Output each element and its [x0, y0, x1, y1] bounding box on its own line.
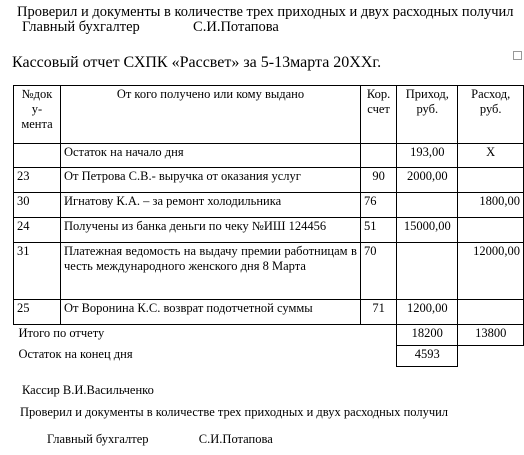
- col-expense: Расход, руб.: [458, 86, 524, 144]
- cell-expense: 12000,00: [458, 243, 524, 300]
- col-party: От кого получено или кому выдано: [60, 86, 360, 144]
- cashier-signature: Кассир В.И.Васильченко: [22, 383, 154, 397]
- cell-doc-no: 25: [14, 300, 61, 325]
- cell-expense: Х: [458, 144, 524, 168]
- verification-note: Проверил и документы в количестве трех приходных и двух расходных получил: [17, 4, 514, 20]
- cell-income: 1200,00: [397, 300, 458, 325]
- cell-account: 76: [360, 193, 396, 218]
- total-expense: 13800: [458, 325, 524, 346]
- cell-account: 70: [360, 243, 396, 300]
- page-corner-mark: [513, 51, 522, 60]
- table-row: [14, 193, 524, 218]
- accountant-name: С.И.Потапова: [193, 19, 279, 35]
- table-row: [14, 168, 524, 193]
- closing-label: Остаток на конец дня: [18, 346, 133, 361]
- total-income: 18200: [397, 325, 458, 346]
- cash-report-table: [13, 85, 524, 367]
- accountant-name-bottom: С.И.Потапова: [198, 432, 273, 446]
- cell-doc-no: 23: [14, 168, 61, 193]
- closing-empty: [458, 346, 524, 367]
- cell-income: 193,00: [397, 144, 458, 168]
- cell-party: Остаток на начало дня: [60, 144, 360, 168]
- accountant-signature-line-bottom: [47, 432, 273, 447]
- cell-party: Получены из банка деньги по чеку №ИШ 124456: [60, 218, 360, 243]
- cell-account: 71: [360, 300, 396, 325]
- table-row: [14, 300, 524, 325]
- cell-account: 51: [360, 218, 396, 243]
- table-row: [14, 218, 524, 243]
- cell-party: Игнатову К.А. – за ремонт холодильника: [60, 193, 360, 218]
- cell-account: [360, 144, 396, 168]
- cell-expense: 1800,00: [458, 193, 524, 218]
- closing-income: 4593: [397, 346, 458, 367]
- accountant-signature-line: [22, 19, 279, 36]
- col-income: Приход, руб.: [397, 86, 458, 144]
- table-header-row: [14, 86, 524, 144]
- cell-party: От Петрова С.В.- выручка от оказания услуг: [60, 168, 360, 193]
- verification-note-bottom: Проверил и документы в количестве трех приходных и двух расходных получил: [20, 405, 449, 419]
- accountant-role-bottom: Главный бухгалтер: [47, 432, 149, 446]
- cell-doc-no: 24: [14, 218, 61, 243]
- cell-doc-no: [14, 144, 61, 168]
- cell-income: 15000,00: [397, 218, 458, 243]
- cell-account: 90: [360, 168, 396, 193]
- cell-party: От Воронина К.С. возврат подотчетной суммы: [60, 300, 360, 325]
- col-account: Кор. счет: [360, 86, 396, 144]
- total-row: [14, 325, 524, 346]
- cell-income: [397, 243, 458, 300]
- col-doc-no: №док у- мента: [14, 86, 61, 144]
- cell-income: 2000,00: [397, 168, 458, 193]
- table-row: [14, 243, 524, 300]
- cell-income: [397, 193, 458, 218]
- cell-expense: [458, 218, 524, 243]
- cell-doc-no: 30: [14, 193, 61, 218]
- accountant-role: Главный бухгалтер: [22, 19, 140, 35]
- cell-expense: [458, 168, 524, 193]
- cell-expense: [458, 300, 524, 325]
- total-label: Итого по отчету: [18, 326, 105, 340]
- table-row: [14, 144, 524, 168]
- cell-doc-no: 31: [14, 243, 61, 300]
- report-title: Кассовый отчет СХПК «Рассвет» за 5-13марта 20ХХг.: [12, 54, 382, 71]
- closing-balance-row: [14, 346, 524, 367]
- cell-party: Платежная ведомость на выдачу премии работницам в честь международного женского дня 8 Марта: [60, 243, 360, 300]
